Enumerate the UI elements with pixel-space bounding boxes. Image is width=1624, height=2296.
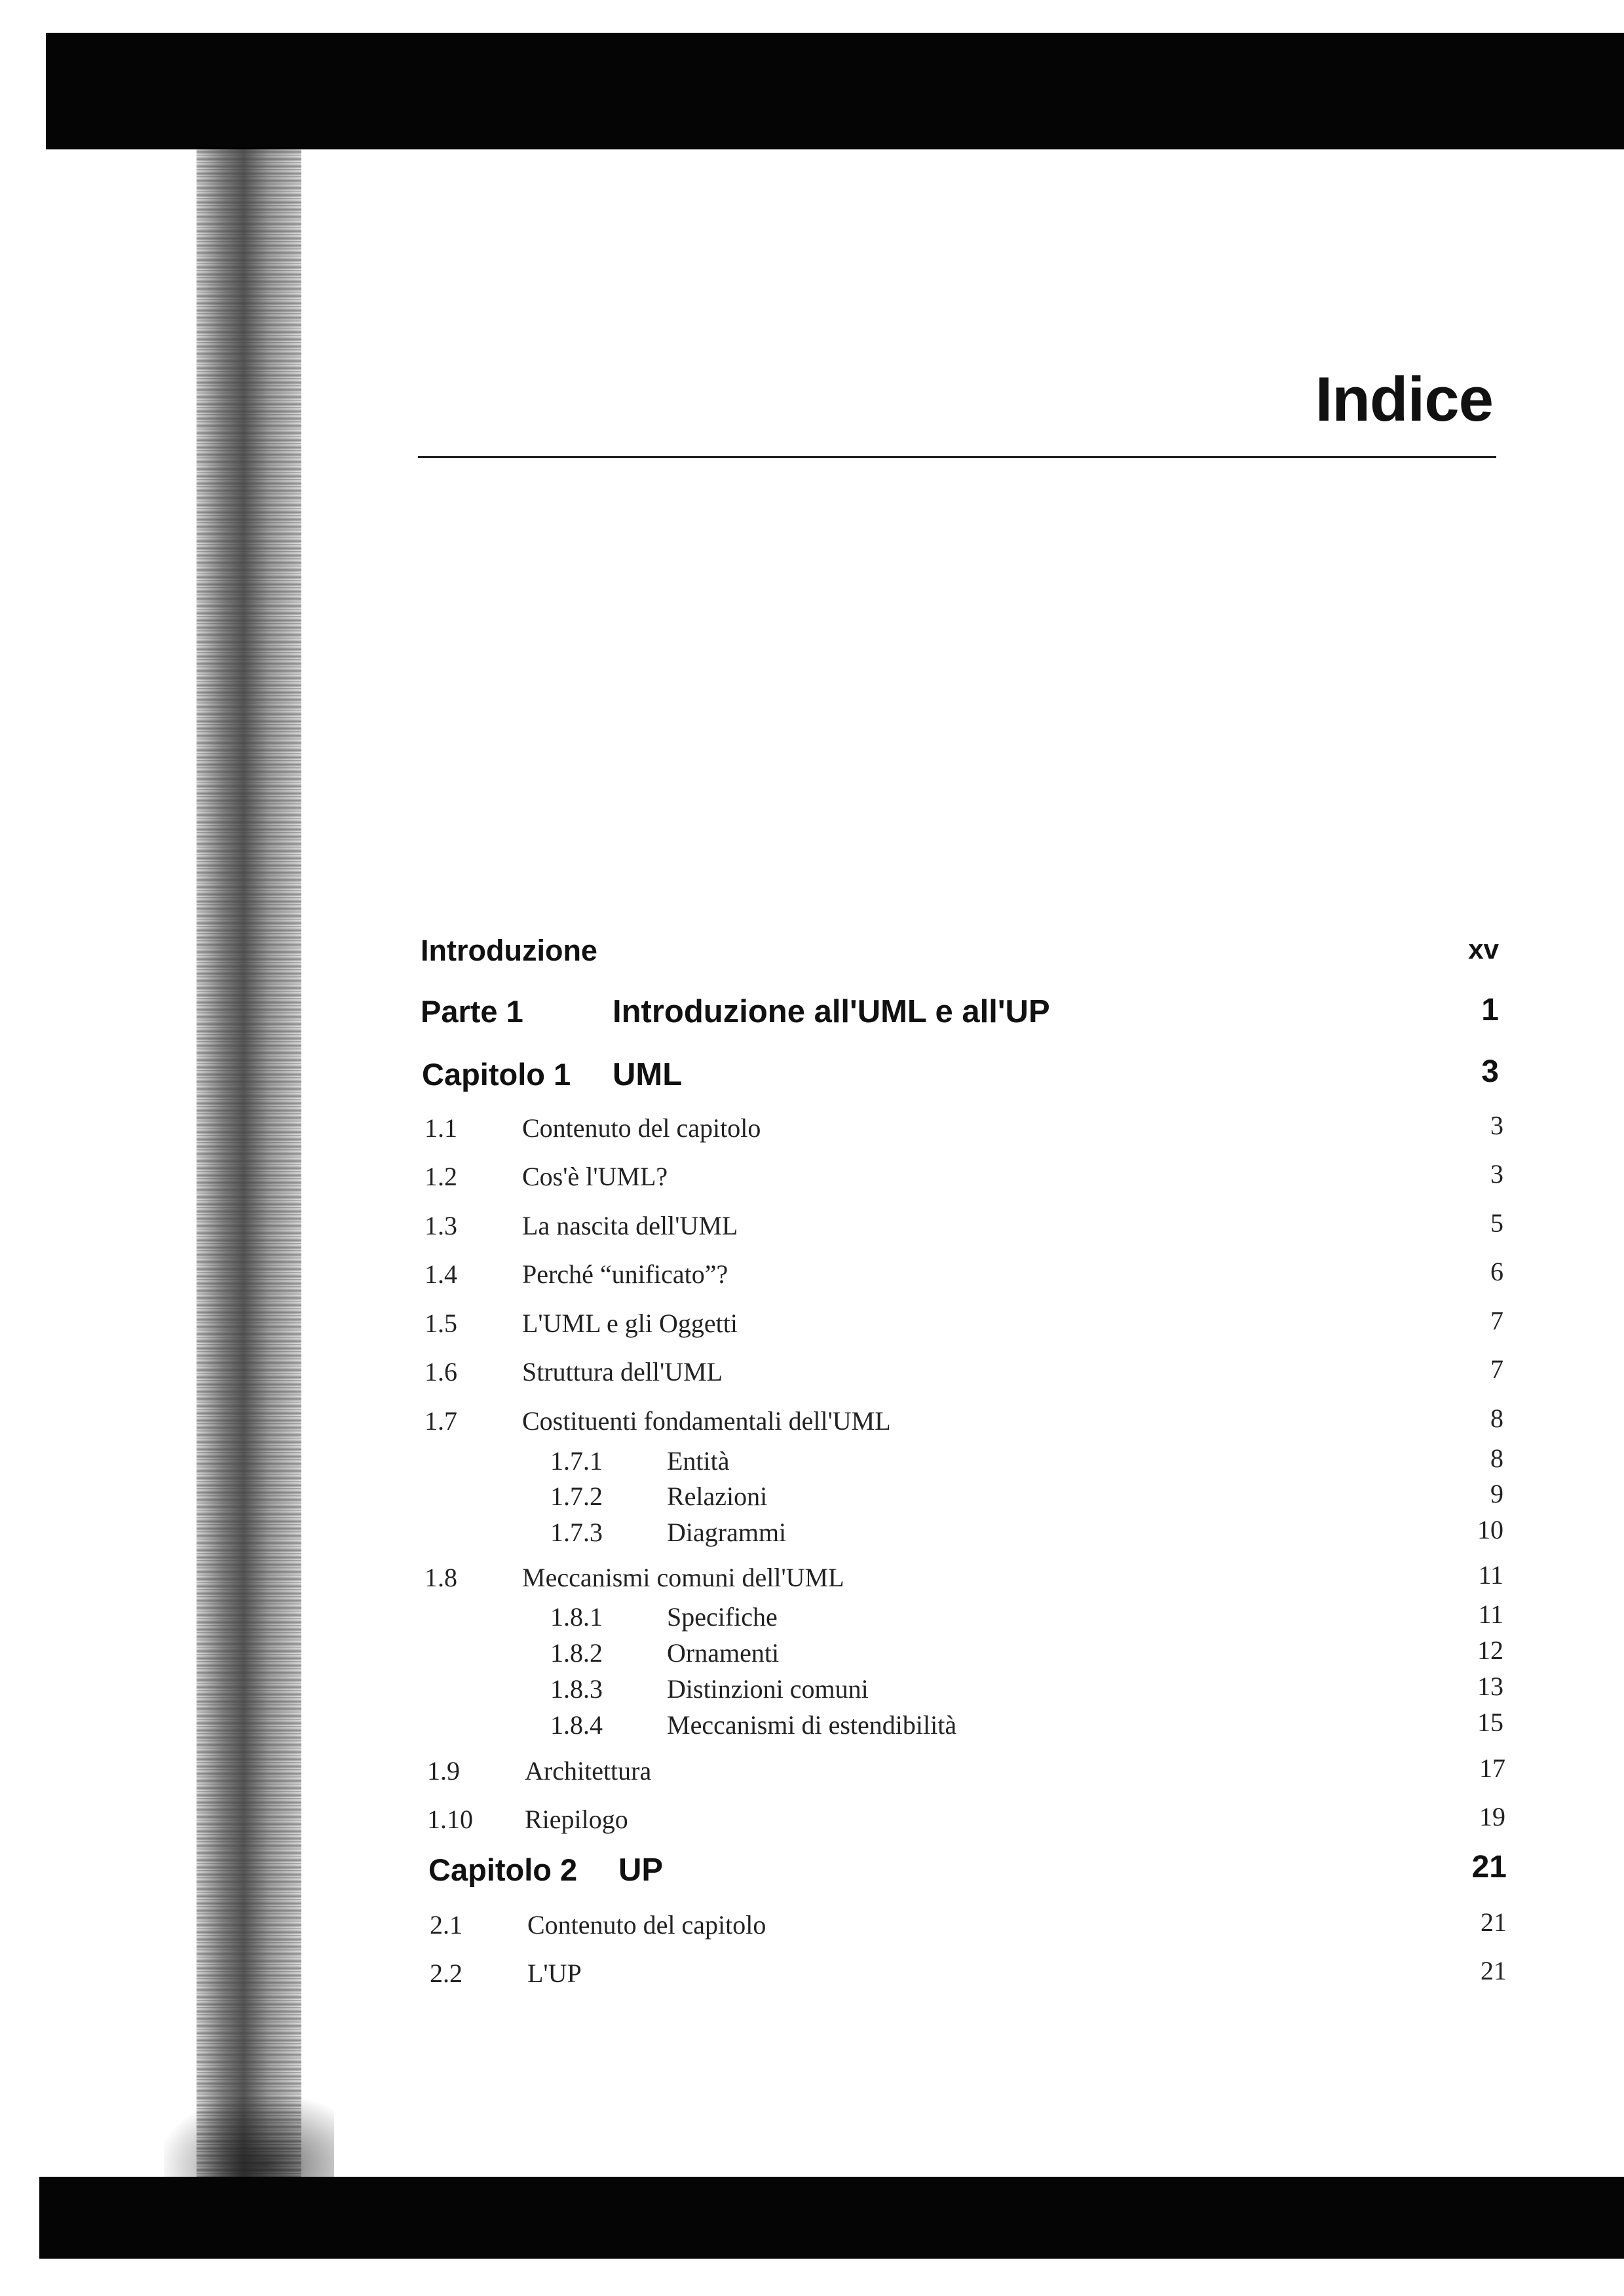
toc-section-page: 11 — [1478, 1560, 1503, 1590]
toc-section-number: 1.2 — [425, 1162, 457, 1191]
toc-chapter2-page: 21 — [1471, 1850, 1507, 1885]
page-title: Indice — [1315, 364, 1493, 434]
toc-subsection-title: Meccanismi di estendibilità — [667, 1710, 957, 1740]
toc-section-page: 19 — [1479, 1802, 1505, 1831]
toc-intro-page: xv — [1468, 934, 1499, 965]
toc-subsection-page: 10 — [1477, 1515, 1503, 1544]
toc-section-title: Meccanismi comuni dell'UML — [522, 1563, 844, 1592]
toc-section-number: 1.10 — [427, 1805, 473, 1834]
toc-subsection-number: 1.8.1 — [550, 1602, 603, 1632]
toc-subsection-page: 8 — [1490, 1444, 1503, 1473]
toc-section-title: Struttura dell'UML — [522, 1357, 723, 1387]
toc-subsection-page: 12 — [1477, 1636, 1503, 1665]
toc-section-number: 1.6 — [425, 1357, 457, 1387]
top-black-band — [46, 33, 1624, 149]
toc-section-page: 3 — [1490, 1111, 1503, 1140]
bottom-black-band — [39, 2177, 1624, 2259]
toc-part1-title: Introduzione all'UML e all'UP — [613, 994, 1050, 1029]
toc-section-title: L'UML e gli Oggetti — [522, 1309, 738, 1338]
title-rule — [418, 456, 1496, 458]
toc-subsection-title: Distinzioni comuni — [667, 1674, 869, 1704]
toc-section-title: Contenuto del capitolo — [522, 1113, 761, 1143]
toc-section-page: 5 — [1490, 1208, 1503, 1238]
scan-spine-shadow — [197, 147, 301, 2179]
toc-section-number: 1.8 — [425, 1563, 457, 1592]
toc-subsection-page: 11 — [1478, 1599, 1503, 1629]
toc-section-title: Architettura — [525, 1756, 652, 1786]
toc-subsection-number: 1.7.3 — [550, 1518, 603, 1547]
toc-section-number: 1.3 — [425, 1211, 457, 1240]
toc-intro-label: Introduzione — [421, 934, 597, 967]
toc-section-page: 3 — [1490, 1159, 1503, 1189]
toc-subsection-number: 1.8.3 — [550, 1674, 603, 1704]
toc-subsection-page: 13 — [1477, 1672, 1503, 1701]
toc-section-title: Costituenti fondamentali dell'UML — [522, 1406, 891, 1436]
toc-section-page: 21 — [1481, 1956, 1507, 1985]
toc-chapter1-label: Capitolo 1 — [422, 1057, 571, 1092]
toc-subsection-title: Ornamenti — [667, 1638, 780, 1668]
toc-section-title: Perché “unificato”? — [522, 1259, 728, 1289]
toc-section-number: 1.4 — [425, 1259, 457, 1289]
toc-section-page: 7 — [1490, 1306, 1503, 1335]
toc-subsection-title: Entità — [667, 1446, 730, 1476]
toc-section-title: L'UP — [527, 1959, 582, 1988]
toc-section-number: 1.5 — [425, 1309, 457, 1338]
toc-part1-label: Parte 1 — [421, 994, 523, 1029]
toc-chapter1-page: 3 — [1481, 1054, 1499, 1089]
toc-subsection-number: 1.8.4 — [550, 1710, 603, 1740]
toc-section-title: La nascita dell'UML — [522, 1211, 738, 1240]
toc-chapter2-title: UP — [618, 1852, 664, 1888]
toc-section-title: Cos'è l'UML? — [522, 1162, 668, 1191]
toc-part1-page: 1 — [1481, 993, 1499, 1027]
toc-subsection-number: 1.7.2 — [550, 1482, 603, 1511]
toc-section-page: 6 — [1490, 1257, 1503, 1286]
toc-chapter2-label: Capitolo 2 — [428, 1852, 578, 1887]
toc-subsection-title: Relazioni — [667, 1482, 768, 1511]
toc-section-number: 1.1 — [425, 1113, 457, 1143]
toc-section-number: 1.7 — [425, 1406, 457, 1436]
toc-subsection-number: 1.8.2 — [550, 1638, 603, 1668]
toc-section-number: 2.1 — [430, 1910, 463, 1940]
toc-subsection-page: 15 — [1477, 1708, 1503, 1737]
toc-section-page: 7 — [1490, 1354, 1503, 1384]
scan-spine-shadow-foot — [164, 2097, 334, 2182]
toc-section-number: 2.2 — [430, 1959, 463, 1988]
toc-subsection-number: 1.7.1 — [550, 1446, 603, 1476]
toc-section-page: 17 — [1479, 1753, 1505, 1783]
toc-subsection-page: 9 — [1490, 1479, 1503, 1508]
toc-section-page: 21 — [1481, 1907, 1507, 1937]
toc-subsection-title: Specifiche — [667, 1602, 778, 1632]
toc-section-number: 1.9 — [427, 1756, 460, 1786]
toc-section-title: Contenuto del capitolo — [527, 1910, 766, 1940]
toc-section-title: Riepilogo — [525, 1805, 628, 1834]
toc-subsection-title: Diagrammi — [667, 1518, 787, 1547]
toc-chapter1-title: UML — [613, 1057, 683, 1092]
toc-section-page: 8 — [1490, 1404, 1503, 1433]
